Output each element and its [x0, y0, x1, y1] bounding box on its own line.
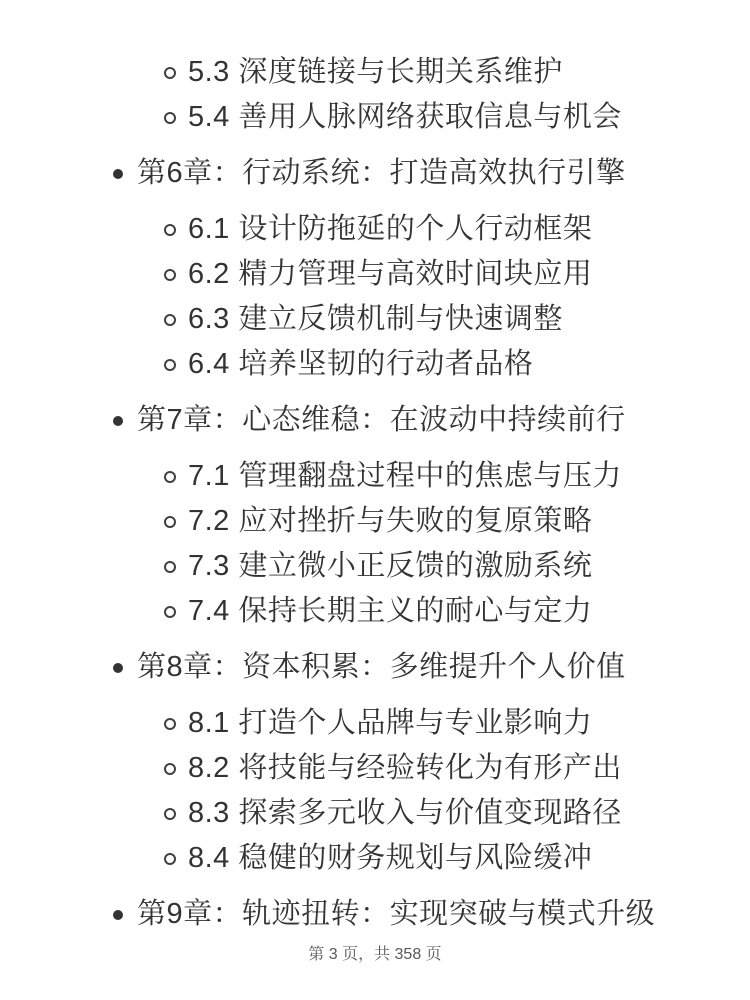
- toc-section-entry: [0, 544, 750, 589]
- toc-chapter-entry: [0, 398, 750, 443]
- open-circle-bullet-icon: [164, 808, 176, 820]
- toc-section-entry: [0, 589, 750, 634]
- toc-entry-label: 第6章：行动系统：打造高效执行引擎: [137, 157, 626, 189]
- toc-entry-label: 7.1 管理翻盘过程中的焦虑与压力: [188, 460, 622, 492]
- filled-bullet-icon: [113, 910, 123, 920]
- open-circle-bullet-icon: [164, 606, 176, 618]
- toc-entry-label: 7.3 建立微小正反馈的激励系统: [188, 550, 593, 582]
- toc-section-entry: [0, 342, 750, 387]
- toc-entry-label: 5.4 善用人脉网络获取信息与机会: [188, 101, 622, 133]
- toc-entry-label: 8.2 将技能与经验转化为有形产出: [188, 752, 622, 784]
- toc-entry-label: 第7章：心态维稳：在波动中持续前行: [137, 404, 626, 436]
- open-circle-bullet-icon: [164, 67, 176, 79]
- toc-entry-label: 5.3 深度链接与长期关系维护: [188, 56, 563, 88]
- open-circle-bullet-icon: [164, 471, 176, 483]
- toc-entry-label: 8.1 打造个人品牌与专业影响力: [188, 707, 593, 739]
- open-circle-bullet-icon: [164, 112, 176, 124]
- toc-entry-label: 8.3 探索多元收入与价值变现路径: [188, 797, 622, 829]
- toc-entry-label: 6.4 培养坚韧的行动者品格: [188, 348, 534, 380]
- open-circle-bullet-icon: [164, 269, 176, 281]
- toc-entry-label: 第9章：轨迹扭转：实现突破与模式升级: [137, 898, 656, 930]
- toc-section-entry: [0, 207, 750, 252]
- toc-section-entry: [0, 297, 750, 342]
- toc-entry-label: 6.2 精力管理与高效时间块应用: [188, 258, 593, 290]
- open-circle-bullet-icon: [164, 853, 176, 865]
- toc-list: [0, 50, 750, 948]
- page-number-indicator: 第 3 页，共 358 页: [308, 946, 442, 963]
- toc-chapter-entry: [0, 645, 750, 690]
- toc-section-entry: [0, 499, 750, 544]
- toc-chapter-entry: [0, 892, 750, 937]
- open-circle-bullet-icon: [164, 359, 176, 371]
- toc-section-entry: [0, 836, 750, 881]
- toc-section-entry: [0, 791, 750, 836]
- toc-entry-label: 8.4 稳健的财务规划与风险缓冲: [188, 842, 593, 874]
- toc-section-entry: [0, 454, 750, 499]
- filled-bullet-icon: [113, 416, 123, 426]
- open-circle-bullet-icon: [164, 314, 176, 326]
- toc-entry-label: 7.4 保持长期主义的耐心与定力: [188, 595, 593, 627]
- toc-section-entry: [0, 701, 750, 746]
- toc-section-entry: [0, 746, 750, 791]
- toc-section-entry: [0, 50, 750, 95]
- toc-section-entry: [0, 252, 750, 297]
- open-circle-bullet-icon: [164, 561, 176, 573]
- toc-chapter-entry: [0, 151, 750, 196]
- filled-bullet-icon: [113, 169, 123, 179]
- toc-entry-label: 第8章：资本积累：多维提升个人价值: [137, 651, 626, 683]
- toc-entry-label: 6.3 建立反馈机制与快速调整: [188, 303, 563, 335]
- toc-section-entry: [0, 95, 750, 140]
- filled-bullet-icon: [113, 663, 123, 673]
- toc-entry-label: 6.1 设计防拖延的个人行动框架: [188, 213, 593, 245]
- open-circle-bullet-icon: [164, 718, 176, 730]
- toc-entry-label: 7.2 应对挫折与失败的复原策略: [188, 505, 593, 537]
- open-circle-bullet-icon: [164, 763, 176, 775]
- open-circle-bullet-icon: [164, 224, 176, 236]
- open-circle-bullet-icon: [164, 516, 176, 528]
